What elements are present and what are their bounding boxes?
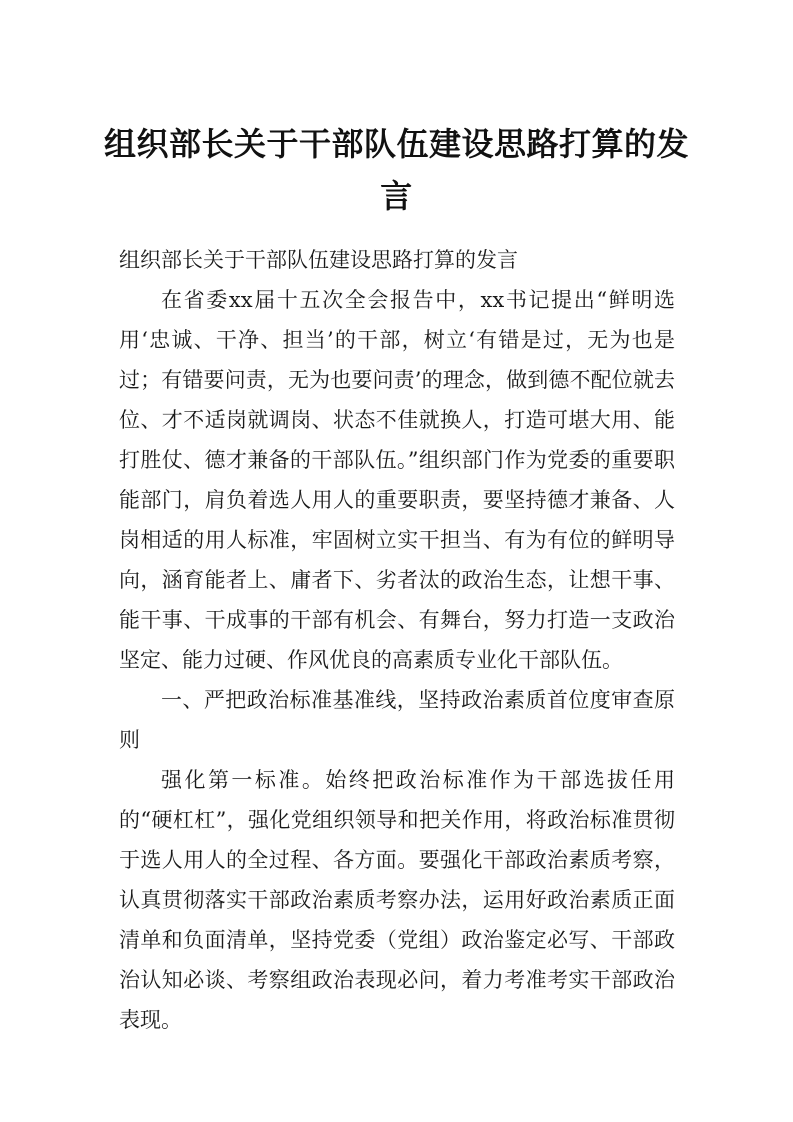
document-title: 组织部长关于干部队伍建设思路打算的发言 xyxy=(103,125,689,215)
body-heading-line: 组织部长关于干部队伍建设思路打算的发言 xyxy=(119,248,518,272)
document-body xyxy=(119,240,675,1040)
section-paragraph: 强化第一标准。始终把政治标准作为干部选拔任用的“硬杠杠”，强化党组织领导和把关作用，将政治标准贯彻于选人用人的全过程、各方面。要强化干部政治素质考察，认真贯彻落实干部政治素质考察办法，运用好政治素质正面清单和负面清单，坚持党委（党组）政治鉴定必写、干部政治认知必谈、考察组政治表现必问，着力考准考实干部政治表现。 xyxy=(119,768,675,1032)
intro-paragraph: 在省委xx届十五次全会报告中，xx书记提出“鲜明选用‘忠诚、干净、担当’的干部，树立‘有错是过，无为也是过；有错要问责，无为也要问责’的理念，做到德不配位就去位、才不适岗就调岗、状态不佳就换人，打造可堪大用、能打胜仗、德才兼备的干部队伍。”组织部门作为党委的重要职能部门，肩负着选人用人的重要职责，要坚持德才兼备、人岗相适的用人标准，牢固树立实干担当、有为有位的鲜明导向，涵育能者上、庸者下、劣者汰的政治生态，让想干事、能干事、干成事的干部有机会、有舞台，努力打造一支政治坚定、能力过硬、作风优良的高素质专业化干部队伍。 xyxy=(119,288,675,672)
section-heading: 一、严把政治标准基准线，坚持政治素质首位度审查原则 xyxy=(119,688,675,752)
